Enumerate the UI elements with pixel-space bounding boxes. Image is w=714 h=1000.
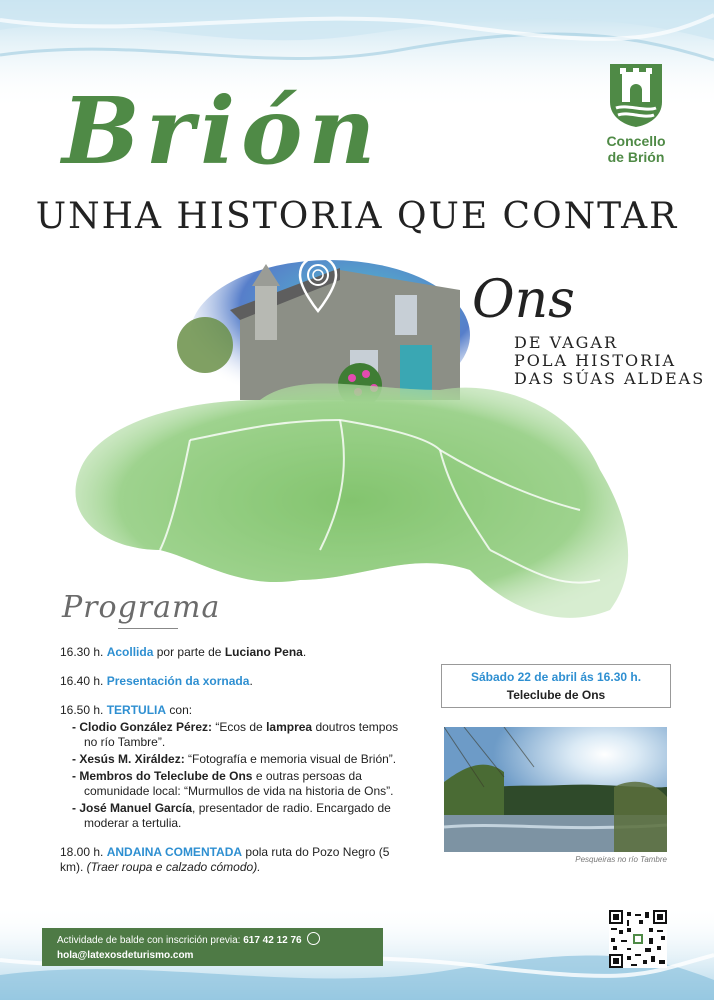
footer-line-1 — [57, 932, 383, 948]
programa-underline — [118, 628, 178, 629]
tertulia-item — [72, 769, 400, 799]
schedule-highlight: Presentación da xornada — [106, 674, 250, 688]
schedule-time: 16.50 h. — [60, 703, 104, 717]
tertulia-name: - José Manuel García — [72, 801, 193, 815]
brand-title: Brión — [62, 77, 382, 185]
schedule-note: (Traer roupa e calzado cómodo). — [86, 860, 261, 874]
ons-subtitle — [514, 334, 705, 388]
map-pin-icon — [298, 255, 338, 315]
ons-subtitle-line: DAS SÚAS ALDEAS — [514, 369, 706, 388]
programa-heading: Programa — [62, 590, 221, 625]
event-date: Sábado 22 de abril ás 16.30 h. — [470, 670, 642, 684]
schedule-text: por parte de — [156, 645, 222, 659]
concello-logo — [588, 62, 684, 172]
schedule-end: . — [249, 674, 253, 688]
schedule-text: pola ruta do Pozo Negro (5 km). — [60, 845, 390, 874]
tertulia-text: doutros tempos no río Tambre”. — [84, 720, 399, 749]
tertulia-text: “Ecos de — [215, 720, 263, 734]
footer-registration-text: Actividade de balde con inscrición previa: — [57, 935, 241, 946]
castle-tower-icon — [608, 62, 664, 128]
schedule-time: 16.30 h. — [60, 645, 104, 659]
event-place: Teleclube de Ons — [506, 688, 606, 702]
schedule-highlight: TERTULIA — [106, 703, 167, 717]
schedule-highlight: Acollida — [106, 645, 154, 659]
tertulia-item — [72, 801, 400, 831]
tagline: UNHA HISTORIA QUE CONTAR — [35, 196, 679, 237]
schedule-highlight: ANDAINA COMENTADA — [106, 845, 243, 859]
tertulia-bold: lamprea — [266, 720, 313, 734]
event-info-box — [441, 664, 671, 708]
tertulia-name: - Membros do Teleclube de Ons — [72, 769, 253, 783]
footer-phone[interactable]: 617 42 12 76 — [243, 935, 302, 946]
logo-line-2: de Brión — [607, 149, 665, 165]
photo-caption: Pesqueiras no río Tambre — [575, 855, 667, 864]
ons-subtitle-line: DE VAGAR — [514, 333, 618, 352]
schedule-bold: Luciano Pena — [224, 645, 303, 659]
ons-title: Ons — [472, 270, 575, 330]
ons-subtitle-line: POLA HISTORIA — [514, 351, 677, 370]
schedule-end: . — [302, 645, 307, 659]
schedule-time: 16.40 h. — [60, 674, 104, 688]
footer-contact-bar — [42, 928, 383, 966]
footer-email[interactable]: hola@latexosdeturismo.com — [57, 950, 194, 961]
qr-code — [609, 910, 667, 968]
tertulia-item — [72, 720, 400, 750]
schedule — [60, 645, 400, 889]
tertulia-name: - Xesús M. Xiráldez: — [72, 752, 185, 766]
logo-line-1: Concello — [606, 133, 666, 149]
schedule-item — [60, 845, 400, 875]
schedule-time: 18.00 h. — [60, 845, 104, 859]
tertulia-item — [72, 752, 400, 767]
schedule-item — [60, 645, 400, 660]
schedule-item — [60, 674, 400, 689]
tertulia-list — [72, 720, 400, 831]
whatsapp-icon — [307, 932, 320, 945]
river-photo — [444, 727, 667, 852]
tertulia-text: e outras persoas da comunidade local: “Murmullos de vida na historia de Ons”. — [84, 769, 394, 798]
tertulia-text: , presentador de radio. Encargado de moderar a tertulia. — [84, 801, 391, 830]
tertulia-text: “Fotografía e memoria visual de Brión”. — [188, 752, 397, 766]
schedule-item — [60, 703, 400, 831]
schedule-text: con: — [169, 703, 193, 717]
tertulia-name: - Clodio González Pérez: — [72, 720, 213, 734]
